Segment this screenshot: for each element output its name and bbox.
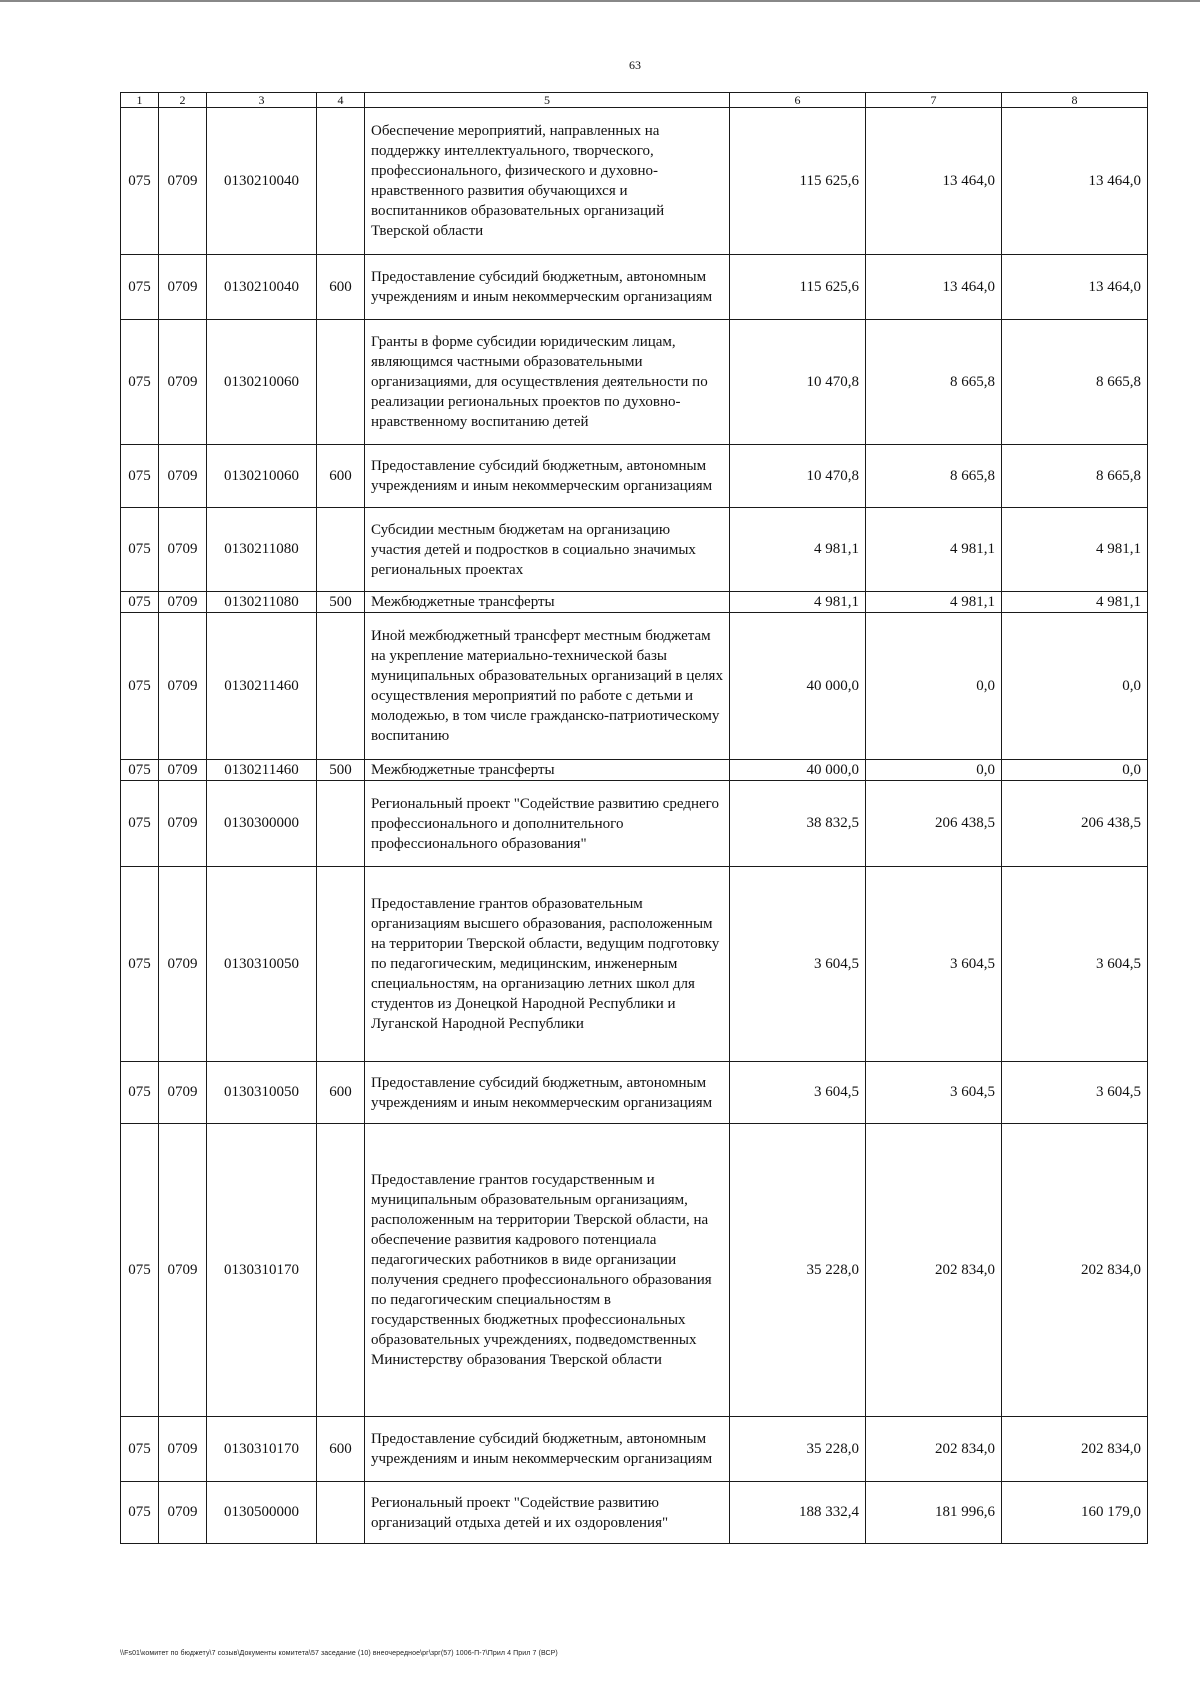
amount-col8-cell: 3 604,5	[1002, 1062, 1148, 1124]
amount-col6-cell: 4 981,1	[730, 508, 866, 592]
amount-col6-cell: 38 832,5	[730, 781, 866, 867]
table-row	[121, 108, 1148, 255]
section-code-cell: 0709	[159, 781, 207, 867]
table-row	[121, 255, 1148, 320]
target-article-cell: 0130210060	[207, 445, 317, 508]
target-article-cell: 0130211080	[207, 508, 317, 592]
amount-col6-cell: 3 604,5	[730, 1062, 866, 1124]
target-article-cell: 0130211080	[207, 592, 317, 613]
section-code-cell: 0709	[159, 255, 207, 320]
description-cell: Субсидии местным бюджетам на организацию участия детей и подростков в социально значимых региональных проектах	[365, 508, 730, 592]
amount-col6-cell: 40 000,0	[730, 613, 866, 760]
target-article-cell: 0130210040	[207, 255, 317, 320]
table-row	[121, 1124, 1148, 1417]
admin-code-cell: 075	[121, 255, 159, 320]
target-article-cell: 0130310050	[207, 1062, 317, 1124]
section-code-cell: 0709	[159, 508, 207, 592]
table-row	[121, 445, 1148, 508]
target-article-cell: 0130500000	[207, 1482, 317, 1544]
table-row	[121, 508, 1148, 592]
column-number-row	[121, 93, 1148, 108]
section-code-cell: 0709	[159, 320, 207, 445]
section-code-cell: 0709	[159, 445, 207, 508]
target-article-cell: 0130210060	[207, 320, 317, 445]
expense-type-cell: 600	[317, 1417, 365, 1482]
amount-col7-cell: 181 996,6	[866, 1482, 1002, 1544]
admin-code-cell: 075	[121, 760, 159, 781]
footer-file-path: \\Fs01\комитет по бюджету\7 созыв\Документы комитета\57 заседание (10) внеочередное\рг\зрг(57) 1006-П-7\Прил 4 Прил 7 (ВСР)	[120, 1650, 558, 1657]
expense-type-cell	[317, 867, 365, 1062]
amount-col7-cell: 0,0	[866, 613, 1002, 760]
section-code-cell: 0709	[159, 108, 207, 255]
target-article-cell: 0130211460	[207, 613, 317, 760]
amount-col8-cell: 0,0	[1002, 613, 1148, 760]
column-header: 8	[1002, 93, 1148, 108]
description-cell: Гранты в форме субсидии юридическим лицам, являющимся частными образовательными организациями, для осуществления деятельности по реализации региональных проектов по духовно-нравственному воспитанию детей	[365, 320, 730, 445]
scan-top-edge-line	[0, 0, 1200, 2]
column-header: 7	[866, 93, 1002, 108]
amount-col8-cell: 4 981,1	[1002, 592, 1148, 613]
table-row	[121, 781, 1148, 867]
amount-col6-cell: 188 332,4	[730, 1482, 866, 1544]
admin-code-cell: 075	[121, 592, 159, 613]
expense-type-cell: 500	[317, 760, 365, 781]
table-row	[121, 1417, 1148, 1482]
amount-col8-cell: 202 834,0	[1002, 1417, 1148, 1482]
page-number: 63	[629, 58, 641, 72]
admin-code-cell: 075	[121, 781, 159, 867]
admin-code-cell: 075	[121, 1482, 159, 1544]
amount-col6-cell: 10 470,8	[730, 320, 866, 445]
expense-type-cell: 500	[317, 592, 365, 613]
admin-code-cell: 075	[121, 445, 159, 508]
admin-code-cell: 075	[121, 320, 159, 445]
description-cell: Предоставление субсидий бюджетным, автономным учреждениям и иным некоммерческим организациям	[365, 255, 730, 320]
table-row	[121, 1062, 1148, 1124]
amount-col7-cell: 8 665,8	[866, 320, 1002, 445]
column-header: 3	[207, 93, 317, 108]
description-cell: Иной межбюджетный трансферт местным бюджетам на укрепление материально-технической базы муниципальных образовательных организаций в целях осуществления мероприятий по работе с детьми и молодежью, в том числе гражданско-патриотическому воспитанию	[365, 613, 730, 760]
target-article-cell: 0130310050	[207, 867, 317, 1062]
description-cell: Региональный проект "Содействие развитию среднего профессионального и дополнительного профессионального образования"	[365, 781, 730, 867]
amount-col7-cell: 202 834,0	[866, 1124, 1002, 1417]
description-cell: Межбюджетные трансферты	[365, 592, 730, 613]
amount-col8-cell: 202 834,0	[1002, 1124, 1148, 1417]
target-article-cell: 0130310170	[207, 1417, 317, 1482]
column-header: 4	[317, 93, 365, 108]
column-header: 1	[121, 93, 159, 108]
expense-type-cell	[317, 320, 365, 445]
section-code-cell: 0709	[159, 867, 207, 1062]
target-article-cell: 0130310170	[207, 1124, 317, 1417]
expense-type-cell	[317, 108, 365, 255]
budget-table	[120, 92, 1148, 1544]
amount-col6-cell: 115 625,6	[730, 108, 866, 255]
expense-type-cell	[317, 1124, 365, 1417]
amount-col7-cell: 3 604,5	[866, 867, 1002, 1062]
expense-type-cell	[317, 613, 365, 760]
section-code-cell: 0709	[159, 1417, 207, 1482]
expense-type-cell	[317, 1482, 365, 1544]
description-cell: Обеспечение мероприятий, направленных на поддержку интеллектуального, творческого, профессионального, физического и духовно-нравственного развития обучающихся и воспитанников образовательных организаций Тверской области	[365, 108, 730, 255]
admin-code-cell: 075	[121, 1062, 159, 1124]
table-row	[121, 592, 1148, 613]
description-cell: Региональный проект "Содействие развитию организаций отдыха детей и их оздоровления"	[365, 1482, 730, 1544]
amount-col6-cell: 35 228,0	[730, 1124, 866, 1417]
admin-code-cell: 075	[121, 1124, 159, 1417]
target-article-cell: 0130300000	[207, 781, 317, 867]
table-row	[121, 613, 1148, 760]
column-header: 2	[159, 93, 207, 108]
table-row	[121, 760, 1148, 781]
amount-col8-cell: 0,0	[1002, 760, 1148, 781]
amount-col8-cell: 160 179,0	[1002, 1482, 1148, 1544]
amount-col6-cell: 35 228,0	[730, 1417, 866, 1482]
expense-type-cell: 600	[317, 1062, 365, 1124]
section-code-cell: 0709	[159, 1124, 207, 1417]
amount-col8-cell: 13 464,0	[1002, 108, 1148, 255]
expense-type-cell	[317, 781, 365, 867]
section-code-cell: 0709	[159, 760, 207, 781]
expense-type-cell: 600	[317, 255, 365, 320]
target-article-cell: 0130210040	[207, 108, 317, 255]
amount-col7-cell: 4 981,1	[866, 592, 1002, 613]
amount-col8-cell: 13 464,0	[1002, 255, 1148, 320]
amount-col7-cell: 206 438,5	[866, 781, 1002, 867]
expense-type-cell: 600	[317, 445, 365, 508]
admin-code-cell: 075	[121, 108, 159, 255]
expense-type-cell	[317, 508, 365, 592]
admin-code-cell: 075	[121, 508, 159, 592]
description-cell: Межбюджетные трансферты	[365, 760, 730, 781]
column-header: 5	[365, 93, 730, 108]
amount-col6-cell: 4 981,1	[730, 592, 866, 613]
description-cell: Предоставление грантов образовательным организациям высшего образования, расположенным на территории Тверской области, ведущим подготовку по педагогическим, медицинским, инженерным специальностям, на организацию летних школ для студентов из Донецкой Народной Республики и Луганской Народной Республики	[365, 867, 730, 1062]
description-cell: Предоставление субсидий бюджетным, автономным учреждениям и иным некоммерческим организациям	[365, 445, 730, 508]
section-code-cell: 0709	[159, 1062, 207, 1124]
admin-code-cell: 075	[121, 1417, 159, 1482]
amount-col8-cell: 8 665,8	[1002, 320, 1148, 445]
table-row	[121, 867, 1148, 1062]
admin-code-cell: 075	[121, 613, 159, 760]
amount-col8-cell: 4 981,1	[1002, 508, 1148, 592]
amount-col6-cell: 10 470,8	[730, 445, 866, 508]
amount-col6-cell: 3 604,5	[730, 867, 866, 1062]
table-row	[121, 1482, 1148, 1544]
description-cell: Предоставление субсидий бюджетным, автономным учреждениям и иным некоммерческим организациям	[365, 1062, 730, 1124]
amount-col7-cell: 4 981,1	[866, 508, 1002, 592]
amount-col8-cell: 8 665,8	[1002, 445, 1148, 508]
amount-col7-cell: 3 604,5	[866, 1062, 1002, 1124]
amount-col6-cell: 115 625,6	[730, 255, 866, 320]
table-row	[121, 320, 1148, 445]
amount-col8-cell: 3 604,5	[1002, 867, 1148, 1062]
amount-col7-cell: 13 464,0	[866, 255, 1002, 320]
amount-col7-cell: 8 665,8	[866, 445, 1002, 508]
amount-col6-cell: 40 000,0	[730, 760, 866, 781]
section-code-cell: 0709	[159, 613, 207, 760]
amount-col7-cell: 0,0	[866, 760, 1002, 781]
column-header: 6	[730, 93, 866, 108]
section-code-cell: 0709	[159, 592, 207, 613]
section-code-cell: 0709	[159, 1482, 207, 1544]
description-cell: Предоставление субсидий бюджетным, автономным учреждениям и иным некоммерческим организациям	[365, 1417, 730, 1482]
admin-code-cell: 075	[121, 867, 159, 1062]
amount-col8-cell: 206 438,5	[1002, 781, 1148, 867]
description-cell: Предоставление грантов государственным и муниципальным образовательным организациям, расположенным на территории Тверской области, на обеспечение развития кадрового потенциала педагогических работников в виде организации получения среднего профессионального образования по педагогическим специальностям в государственных бюджетных профессиональных образовательных учреждениях, подведомственных Министерству образования Тверской области	[365, 1124, 730, 1417]
amount-col7-cell: 202 834,0	[866, 1417, 1002, 1482]
amount-col7-cell: 13 464,0	[866, 108, 1002, 255]
target-article-cell: 0130211460	[207, 760, 317, 781]
